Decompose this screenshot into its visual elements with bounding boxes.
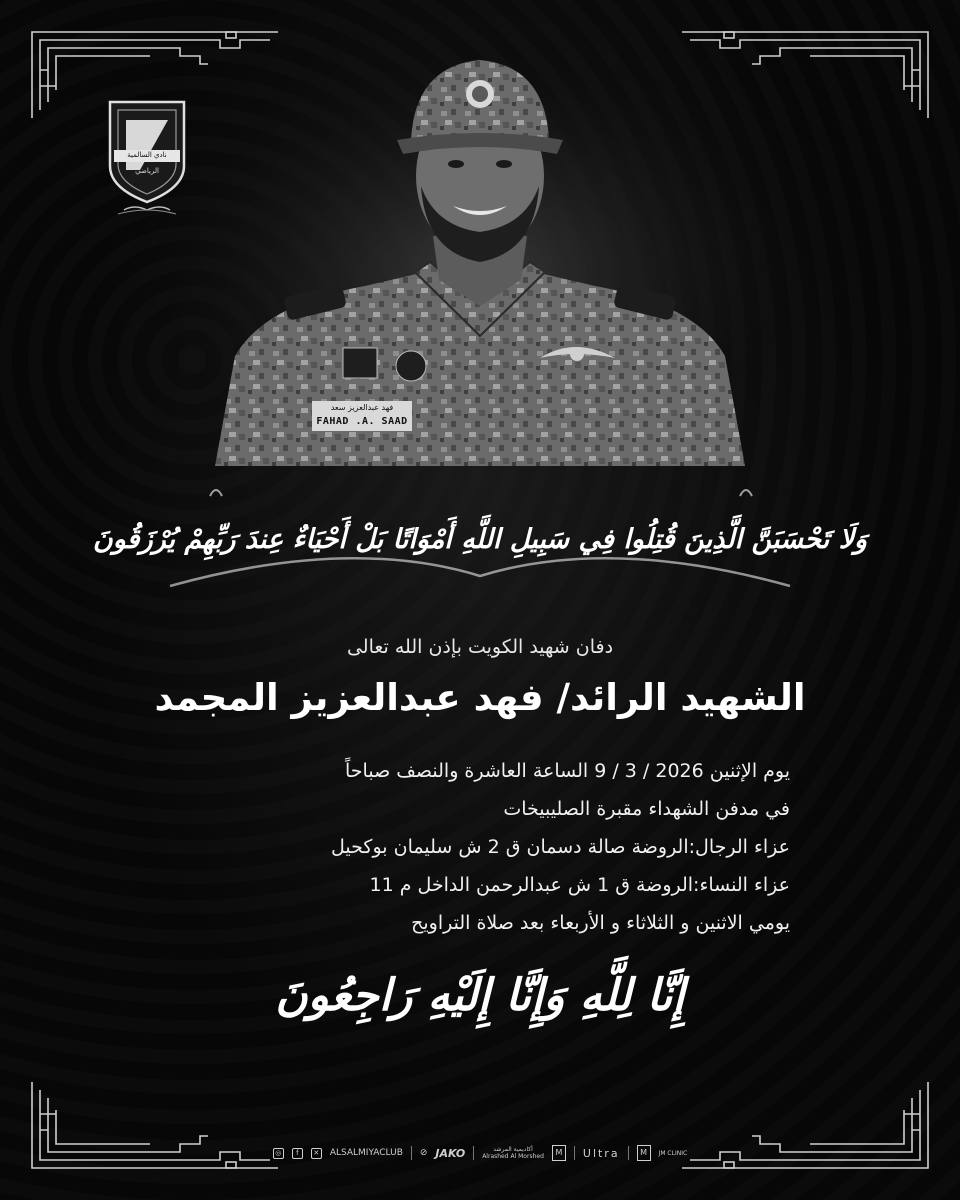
sponsor-ultra: Ultra [582, 1146, 620, 1160]
sponsor-morshed-en: Alrashed Al Morshed [482, 1153, 544, 1160]
closing-calligraphy: إِنَّا لِلَّهِ وَإِنَّا إِلَيْهِ رَاجِعُونَ [275, 969, 685, 1021]
detail-women-condolence: عزاء النساء:الروضة ق 1 ش عبدالرحمن الداخل م 11 [369, 874, 790, 896]
martyr-name: الشهيد الرائد/ فهد عبدالعزيز المجمد [154, 676, 806, 719]
social-handle[interactable]: ALSALMIYACLUB [329, 1148, 403, 1158]
detail-condolence-days: يومي الاثنين و الثلاثاء و الأربعاء بعد صلاة التراويح [411, 912, 790, 934]
name-tape-arabic: فهد عبدالعزيز سعد [330, 403, 394, 412]
logo-lettering-sub: الرياضي [135, 167, 159, 175]
quran-verse-calligraphy [92, 470, 868, 610]
funeral-subtitle: دفان شهيد الكويت بإذن الله تعالى [346, 636, 614, 658]
corner-ornament-bottom-left [30, 1080, 280, 1170]
sponsor-jm-clinic: JM CLINIC [658, 1149, 688, 1157]
footer-divider [574, 1146, 575, 1160]
footer-sponsors [270, 1142, 690, 1164]
jako-logo-icon: ⊘ [419, 1148, 428, 1158]
corner-ornament-bottom-right [680, 1080, 930, 1170]
quran-verse-text: وَلَا تَحْسَبَنَّ الَّذِينَ قُتِلُوا فِي سَبِيلِ اللَّهِ أَمْوَاتًا بَلْ أَحْيَاءٌ عِندَ رَبِّهِمْ يُرْزَقُونَ [92, 524, 868, 556]
sponsor-jako: JAKO [435, 1146, 466, 1160]
logo-lettering-main: نادي السالمية [127, 151, 167, 159]
jm-clinic-mark-icon: M [637, 1145, 651, 1161]
instagram-icon[interactable]: ◎ [273, 1148, 284, 1159]
footer-divider [473, 1146, 474, 1160]
morshed-mark-icon: M [552, 1145, 566, 1161]
detail-men-condolence: عزاء الرجال:الروضة صالة دسمان ق 2 ش سليمان بوكحيل [331, 836, 790, 858]
footer-divider [411, 1146, 412, 1160]
detail-burial-place: في مدفن الشهداء مقبرة الصليبيخات [503, 798, 790, 820]
funeral-details [170, 752, 790, 942]
sponsor-morshed [482, 1146, 544, 1160]
detail-date-time: يوم الإثنين 2026 / 3 / 9 الساعة العاشرة والنصف صباحاً [345, 760, 790, 782]
name-tape-english: FAHAD .A. SAAD [316, 416, 408, 427]
footer-divider [628, 1146, 629, 1160]
uniform-name-tape [312, 401, 412, 431]
martyr-portrait [175, 36, 785, 466]
x-icon[interactable]: ✕ [311, 1148, 322, 1159]
facebook-icon[interactable]: f [292, 1148, 303, 1159]
sponsor-morshed-ar: أكاديمية المرشد [493, 1146, 533, 1153]
